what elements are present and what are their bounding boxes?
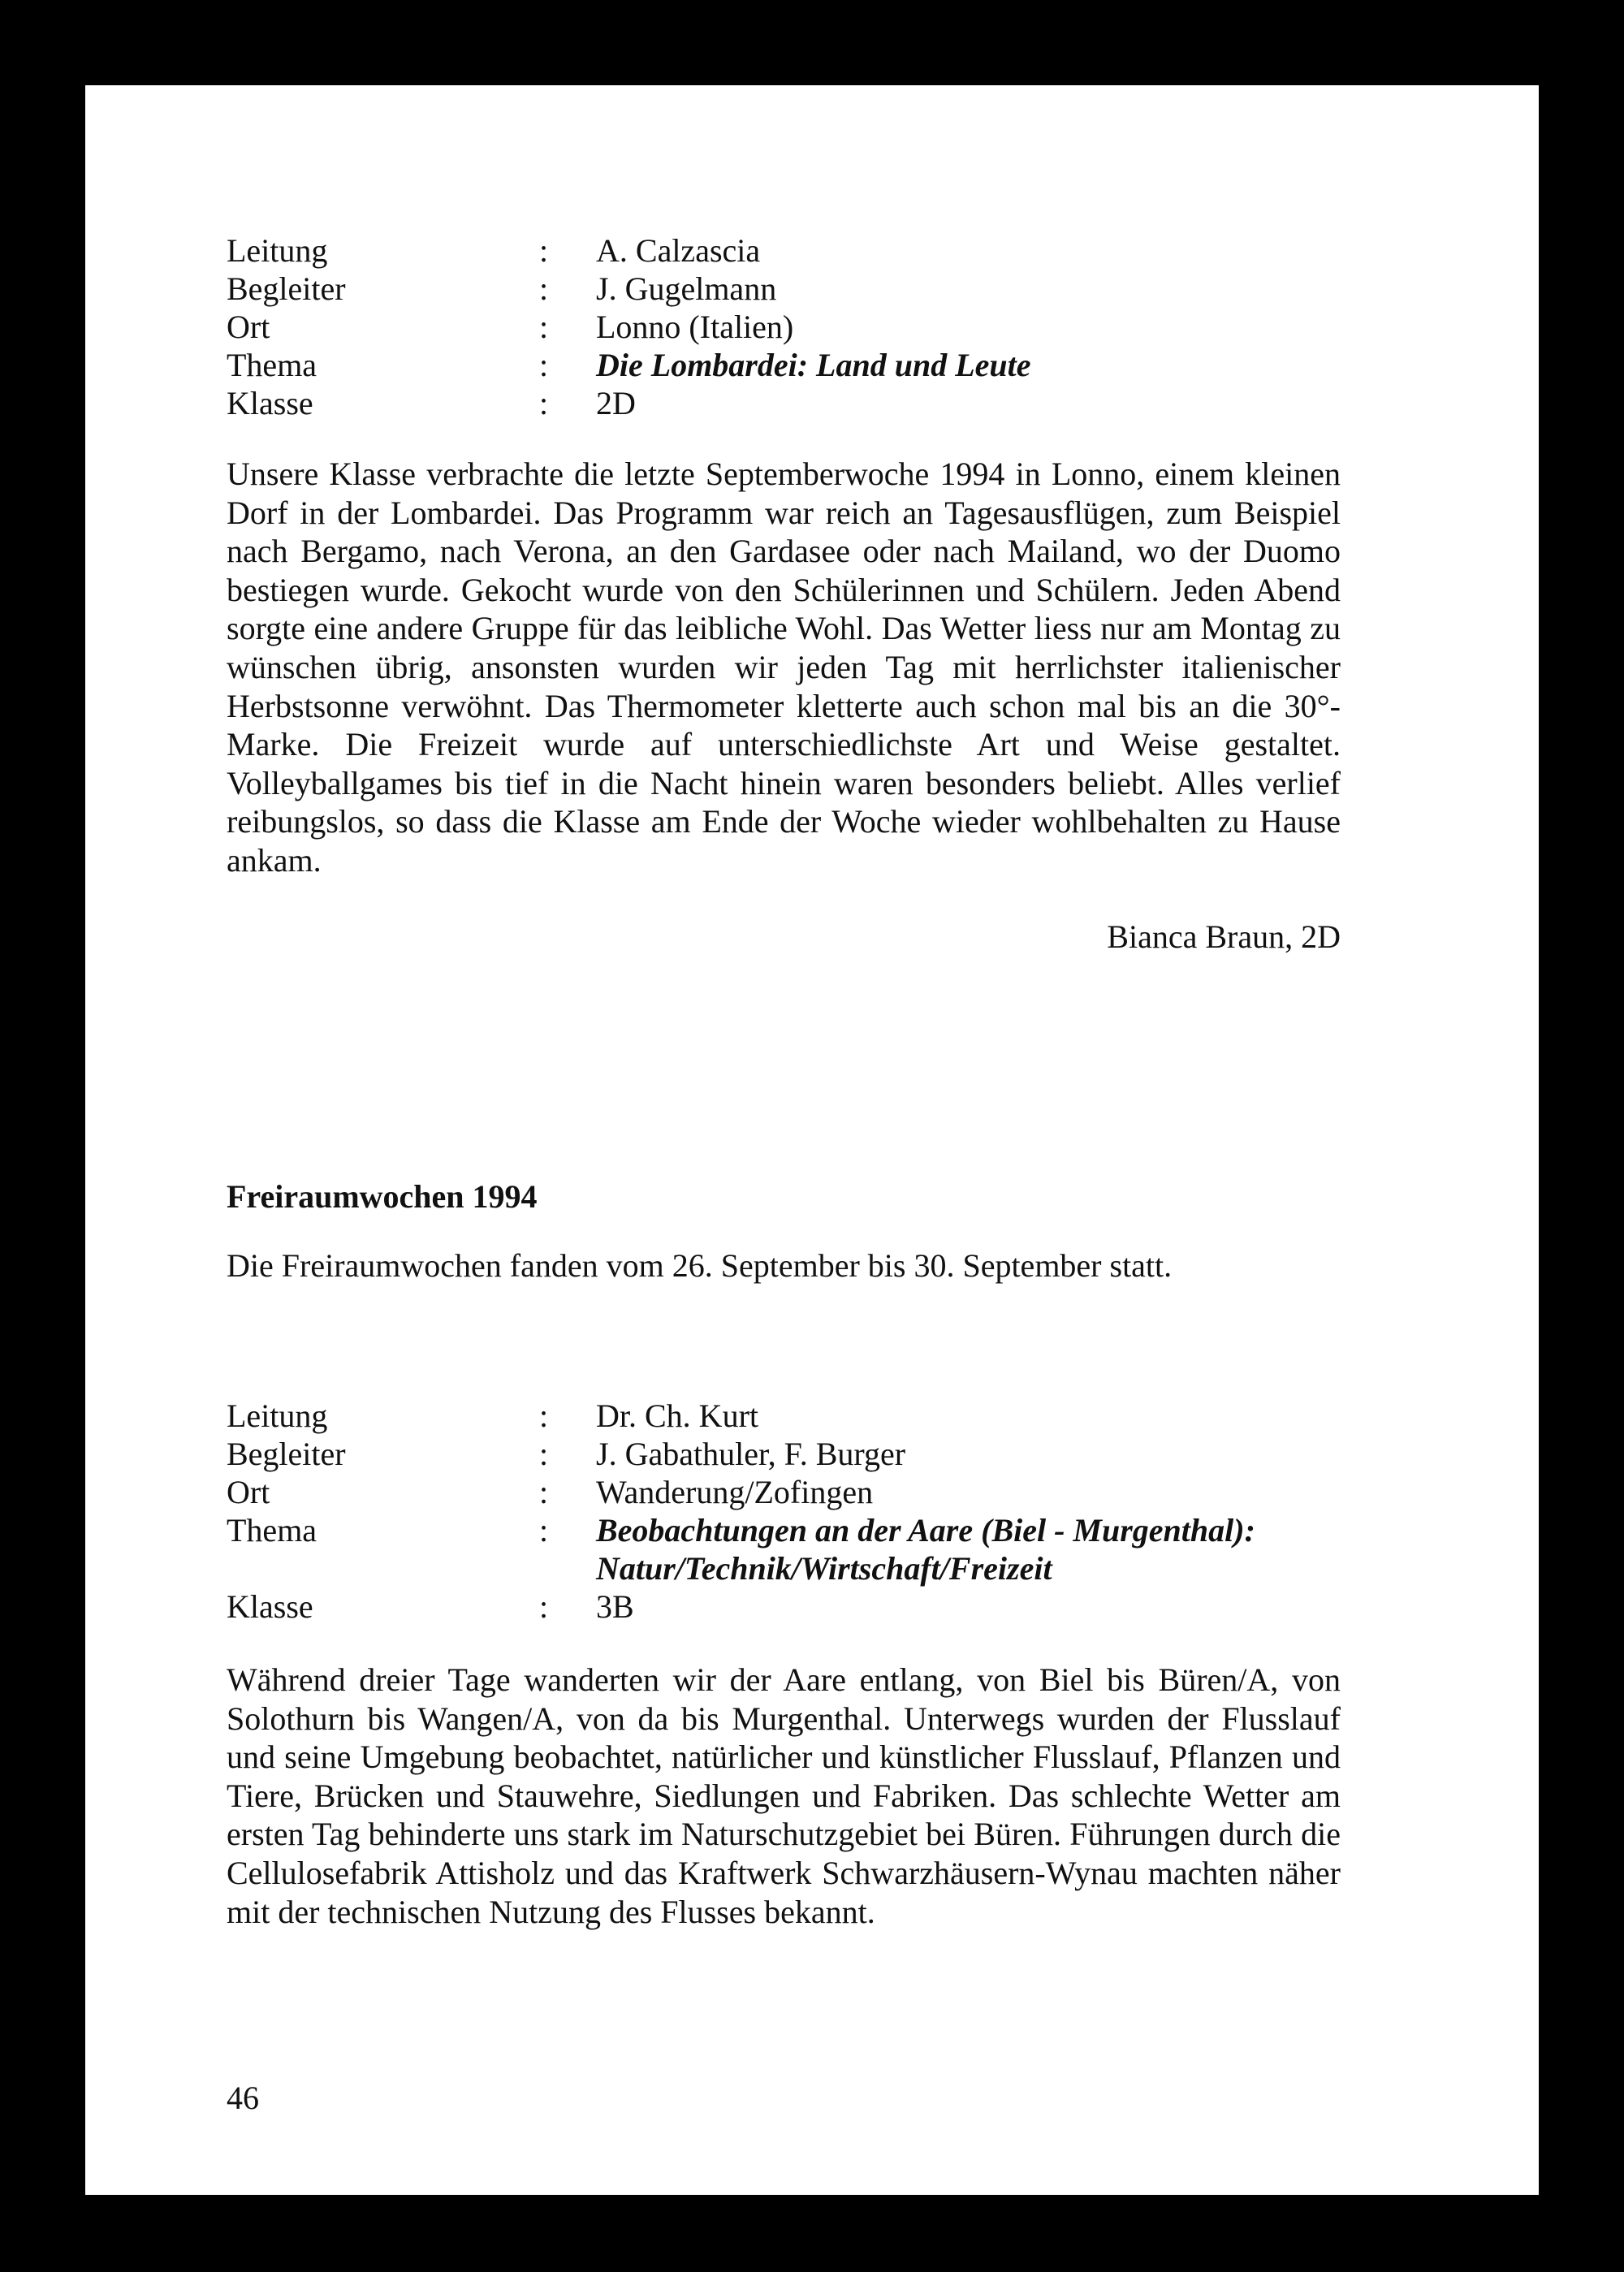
meta-row-ort xyxy=(227,1473,1255,1511)
meta-row-leitung xyxy=(227,231,1031,270)
meta-label: Leitung xyxy=(227,232,328,269)
author-signature: Bianca Braun, 2D xyxy=(1107,918,1341,955)
meta-label: Begleiter xyxy=(227,1436,346,1472)
meta-row-thema xyxy=(227,346,1031,384)
meta-value: A. Calzascia xyxy=(596,232,761,269)
meta-label: Thema xyxy=(227,347,317,383)
trip2-report xyxy=(227,1661,1341,1931)
trip1-report xyxy=(227,455,1341,880)
meta-row-ort xyxy=(227,308,1031,346)
meta-colon: : xyxy=(539,270,549,307)
meta-label: Ort xyxy=(227,309,270,345)
meta-label: Klasse xyxy=(227,1588,313,1625)
meta-row-thema-continued xyxy=(227,1549,1255,1587)
meta-colon: : xyxy=(539,1436,549,1472)
meta-value: 2D xyxy=(596,385,636,421)
section-intro: Die Freiraumwochen fanden vom 26. September bis 30. September statt. xyxy=(227,1247,1173,1284)
meta-label: Thema xyxy=(227,1512,317,1549)
section-intro-block xyxy=(227,1246,1341,1285)
meta-value-topic: Die Lombardei: Land und Leute xyxy=(596,347,1031,383)
meta-value: Dr. Ch. Kurt xyxy=(596,1397,758,1434)
meta-colon: : xyxy=(539,1588,549,1625)
meta-value: Lonno (Italien) xyxy=(596,309,794,345)
trip2-meta-table xyxy=(227,1397,1255,1626)
trip1-paragraph: Unsere Klasse verbrachte die letzte Septemberwoche 1994 in Lonno, einem kleinen Dorf in der Lombardei. Das Programm war reich an Tagesausflügen, zum Beispiel nach Bergamo, nach Verona, an den Gardasee oder nach Mailand, wo der Duomo bestiegen wurde. Gekocht wurde von den Schülerinnen und Schülern. Jeden Abend sorgte eine andere Gruppe für das leibliche Wohl. Das Wetter liess nur am Montag zu wünschen übrig, ansonsten wurden wir jeden Tag mit herrlichster italienischer Herbstsonne verwöhnt. Das Thermometer kletterte auch schon mal bis an die 30°-Marke. Die Freizeit wurde auf unterschiedlichste Art und Weise gestaltet. Volleyballgames bis tief in die Nacht hinein waren besonders beliebt. Alles verlief reibungslos, so dass die Klasse am Ende der Woche wieder wohlbehalten zu Hause ankam. xyxy=(227,456,1341,879)
meta-value: J. Gabathuler, F. Burger xyxy=(596,1436,906,1472)
meta-value-topic-continued: Natur/Technik/Wirtschaft/Freizeit xyxy=(596,1550,1052,1587)
meta-label: Klasse xyxy=(227,385,313,421)
meta-row-leitung xyxy=(227,1397,1255,1435)
meta-row-begleiter xyxy=(227,1435,1255,1473)
document-page xyxy=(85,85,1539,2195)
meta-label: Leitung xyxy=(227,1397,328,1434)
meta-colon: : xyxy=(539,232,549,269)
section-heading: Freiraumwochen 1994 xyxy=(227,1178,538,1215)
meta-label: Ort xyxy=(227,1474,270,1510)
meta-row-klasse xyxy=(227,384,1031,422)
trip1-meta-table xyxy=(227,231,1031,422)
page-number: 46 xyxy=(227,2080,259,2116)
meta-row-begleiter xyxy=(227,270,1031,308)
meta-colon: : xyxy=(539,347,549,383)
meta-colon: : xyxy=(539,1474,549,1510)
meta-value: 3B xyxy=(596,1588,634,1625)
meta-value: J. Gugelmann xyxy=(596,270,777,307)
meta-value: Wanderung/Zofingen xyxy=(596,1474,874,1510)
meta-colon: : xyxy=(539,309,549,345)
trip2-paragraph: Während dreier Tage wanderten wir der Aare entlang, von Biel bis Büren/A, von Solothurn bis Wangen/A, von da bis Murgenthal. Unterwegs wurden der Flusslauf und seine Umgebung beobachtet, natürlicher und künstlicher Flusslauf, Pflanzen und Tiere, Brücken und Stauwehre, Siedlungen und Fabriken. Das schlechte Wetter am ersten Tag behinderte uns stark im Naturschutzgebiet bei Büren. Führungen durch die Cellulosefabrik Attisholz und das Kraftwerk Schwarzhäusern-Wynau machten näher mit der technischen Nutzung des Flusses bekannt. xyxy=(227,1661,1341,1930)
meta-colon: : xyxy=(539,1512,549,1549)
meta-row-klasse xyxy=(227,1587,1255,1626)
meta-colon: : xyxy=(539,1397,549,1434)
meta-row-thema xyxy=(227,1511,1255,1549)
meta-value-topic: Beobachtungen an der Aare (Biel - Murgenthal): xyxy=(596,1512,1255,1549)
meta-label: Begleiter xyxy=(227,270,346,307)
meta-colon: : xyxy=(539,385,549,421)
